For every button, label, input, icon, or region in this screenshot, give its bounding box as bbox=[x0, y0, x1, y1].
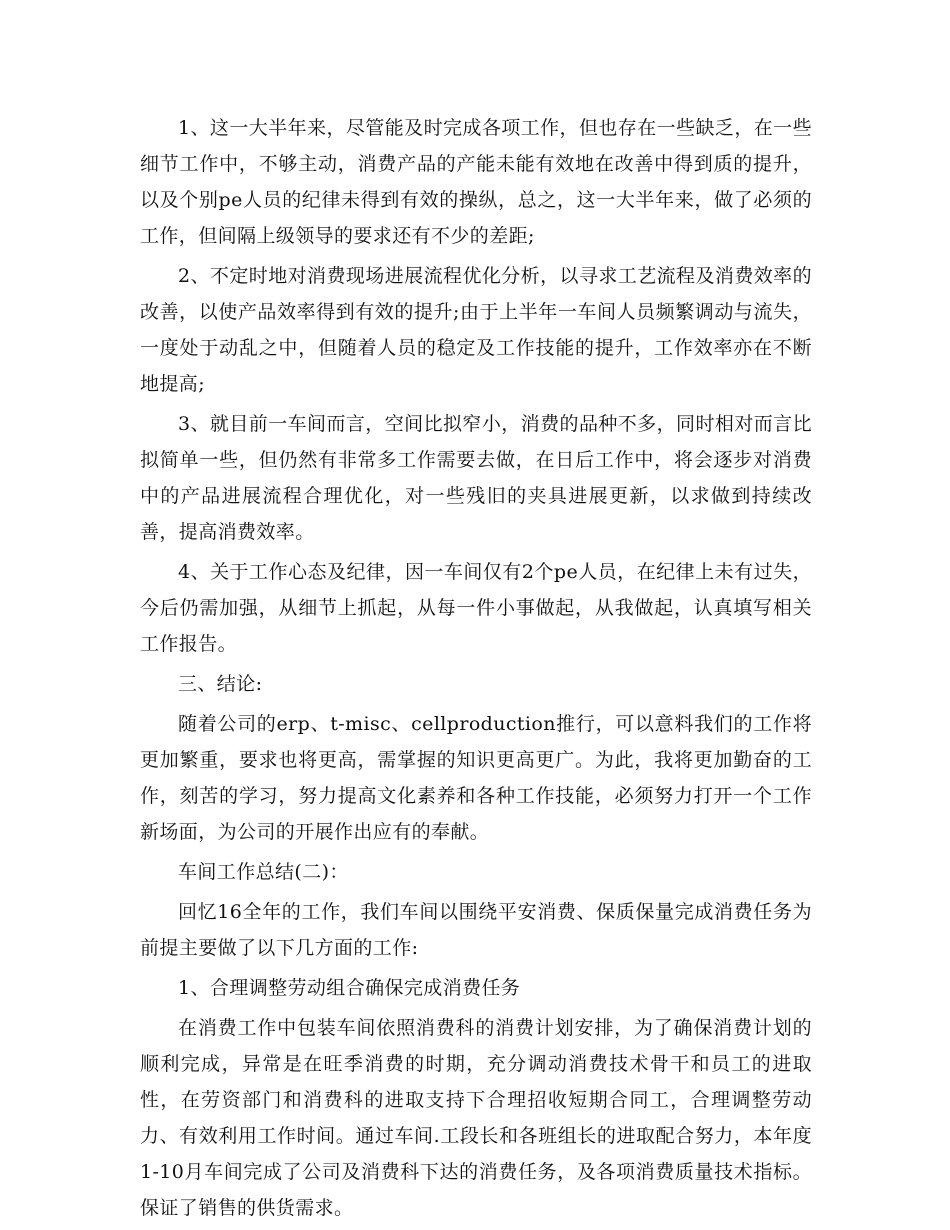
paragraph-item-3: 3、就目前一车间而言，空间比拟窄小，消费的品种不多，同时相对而言比拟简单一些，但仍然有非常多工作需要去做，在日后工作中，将会逐步对消费中的产品进展流程合理优化，对一些残旧的夹具进展更新，以求做到持续改善，提高消费效率。 bbox=[140, 413, 812, 543]
conclusion-paragraph: 随着公司的erp、t-misc、cellproduction推行，可以意料我们的工作将更加繁重，要求也将更高，需掌握的知识更高更广。为此，我将更加勤奋的工作，刻苦的学习，努力提高文化素养和各种工作技能，必须努力打开一个工作新场面，为公司的开展作出应有的奉献。 bbox=[140, 713, 812, 843]
section-heading-workshop-summary-2: 车间工作总结(二)： bbox=[178, 861, 349, 883]
review-paragraph: 回忆16全年的工作，我们车间以围绕平安消费、保质保量完成消费任务为前提主要做了以下几方面的工作: bbox=[140, 901, 812, 959]
paragraph-item-4: 4、关于工作心态及纪律，因一车间仅有2个pe人员，在纪律上未有过失，今后仍需加强，从细节上抓起，从每一件小事做起，从我做起，认真填写相关工作报告。 bbox=[140, 561, 812, 655]
paragraph-item-1: 1、这一大半年来，尽管能及时完成各项工作，但也存在一些缺乏，在一些细节工作中，不够主动，消费产品的产能未能有效地在改善中得到质的提升，以及个别pe人员的纪律未得到有效的操纵，总之，这一大半年来，做了必须的工作，但间隔上级领导的要求还有不少的差距; bbox=[140, 117, 812, 247]
production-paragraph: 在消费工作中包装车间依照消费科的消费计划安排，为了确保消费计划的顺利完成，异常是在旺季消费的时期，充分调动消费技术骨干和员工的进取性，在劳资部门和消费科的进取支持下合理招收短期合同工，合理调整劳动力、有效利用工作时间。通过车间.工段长和各班组长的进取配合努力，本年度1-10月车间完成了公司及消费科下达的消费任务，及各项消费质量技术指标。保证了销售的供货需求。 bbox=[140, 1017, 812, 1219]
section-heading-conclusion: 三、结论: bbox=[178, 673, 263, 695]
document-body bbox=[140, 110, 812, 1230]
subheading-labor-adjustment: 1、合理调整劳动组合确保完成消费任务 bbox=[178, 977, 521, 999]
paragraph-item-2: 2、不定时地对消费现场进展流程优化分析，以寻求工艺流程及消费效率的改善，以使产品效率得到有效的提升;由于上半年一车间人员频繁调动与流失，一度处于动乱之中，但随着人员的稳定及工作技能的提升，工作效率亦在不断地提高; bbox=[140, 265, 812, 395]
